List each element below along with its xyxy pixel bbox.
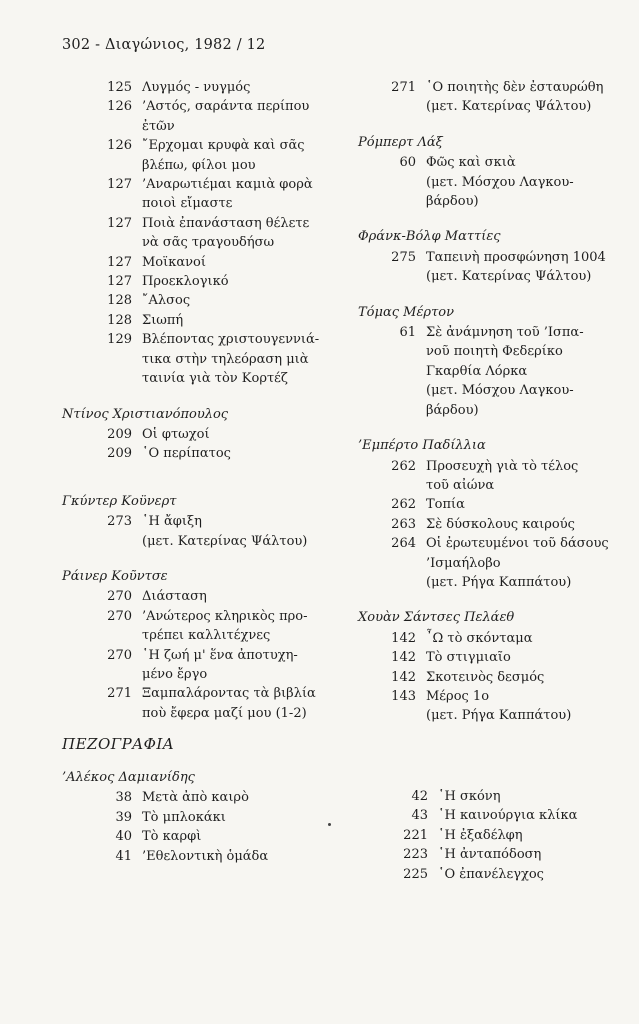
index-entry (358, 648, 628, 667)
page-number: 39 (115, 809, 132, 825)
page-number: 125 (107, 80, 132, 95)
entry-title: Μετὰ ἀπὸ καιρὸ (142, 790, 249, 806)
page-number: 209 (107, 446, 132, 462)
entry-title: ’Ανώτερος κληρικὸς προ- τρέπει καλλιτέχνες (142, 608, 308, 644)
page-number: 129 (107, 332, 132, 348)
index-entry (62, 253, 332, 272)
author-name: Φράνκ-Βόλφ Ματτίες (358, 229, 501, 245)
page-number: 127 (107, 177, 132, 193)
entry-title: ῾Η καινούργια κλίκα (438, 808, 578, 824)
entry-title: Σὲ ἀνάμνηση τοῦ ’Ισπα- νοῦ ποιητὴ Φεδερίκο Γκαρθία Λόρκα (μετ. Μόσχου Λαγκου- βάρδου) (426, 325, 584, 418)
stray-dot (328, 823, 331, 826)
entry-title: Ταπεινὴ προσφώνηση 1004 (μετ. Κατερίνας Ψάλτου) (426, 249, 606, 285)
left-column (62, 78, 332, 723)
entry-title: Τὸ καρφὶ (142, 829, 202, 845)
page-number: 60 (399, 155, 416, 171)
page-number: 128 (107, 312, 132, 328)
page-number: 126 (107, 99, 132, 115)
page-number: 225 (403, 866, 428, 882)
page-number: 41 (115, 848, 132, 864)
author-name: Τόμας Μέρτον (358, 304, 454, 320)
page-number: 127 (107, 274, 132, 290)
page-number: 38 (115, 790, 132, 806)
index-entry (62, 444, 332, 463)
entry-title: Τοπία (426, 497, 465, 513)
page-number: 142 (391, 630, 416, 646)
entry-title: ῏Ω τὸ σκόνταμα (426, 630, 533, 646)
page-number: 223 (403, 847, 428, 863)
entry-title: Οἱ ἐρωτευμένοι τοῦ δάσους ’Ισμαήλοβο (μετ. Ρήγα Καππάτου) (426, 536, 609, 590)
entry-title: Σκοτεινὸς δεσμός (426, 669, 545, 685)
page-number: 128 (107, 293, 132, 309)
right-column (358, 78, 628, 726)
index-entry (62, 97, 332, 136)
page-number: 271 (107, 686, 132, 702)
author-name: Ράινερ Κοῦντσε (62, 568, 168, 584)
index-entry (62, 808, 268, 827)
entry-title: ῾Η ἄφιξη (μετ. Κατερίνας Ψάλτου) (142, 514, 308, 549)
index-entry (358, 78, 628, 117)
entry-title: ’Αστός, σαράντα περίπου ἐτῶν (142, 99, 310, 134)
author-name: ’Εμπέρτο Παδίλλια (358, 438, 486, 454)
index-entry (358, 826, 577, 845)
section-title: ΠΕΖΟΓΡΑΦΙΑ (62, 735, 175, 753)
entry-title: ῎Ερχομαι κρυφὰ καὶ σᾶς βλέπω, φίλοι μου (142, 138, 305, 173)
index-entry (62, 175, 332, 214)
author-name: Γκύντερ Κοϋνερτ (62, 493, 177, 509)
entry-title: Προεκλογικό (142, 274, 229, 290)
index-entry (62, 136, 332, 175)
page-number: 262 (391, 458, 416, 474)
entry-title: Προσευχὴ γιὰ τὸ τέλος τοῦ αἰώνα (426, 458, 579, 493)
page-number: 275 (391, 249, 416, 265)
page-number: 263 (391, 516, 416, 532)
index-entry (62, 847, 268, 866)
page-number: 127 (107, 254, 132, 270)
entry-title: Διάσταση (142, 589, 207, 605)
index-entry (358, 457, 628, 496)
index-entry (62, 827, 268, 846)
page-number: 43 (411, 808, 428, 824)
entry-title: ῾Ο περίπατος (142, 446, 231, 462)
entry-title: Τὸ μπλοκάκι (142, 809, 226, 825)
index-entry (358, 865, 577, 884)
entry-title: Ποιὰ ἐπανάσταση θέλετε νὰ σᾶς τραγουδήσω (142, 215, 310, 251)
author-name: Χουὰν Σάντσες Πελάεθ (358, 610, 515, 626)
page-number: 273 (107, 514, 132, 530)
prose-left-column (62, 766, 268, 866)
index-entry (358, 629, 628, 648)
index-entry (358, 787, 577, 806)
index-entry (62, 788, 268, 807)
index-entry (358, 534, 628, 592)
page-number: 262 (391, 497, 416, 513)
index-entry (62, 311, 332, 330)
entry-title: ῾Η ἀνταπόδοση (438, 847, 542, 863)
entry-title: ῾Ο ἐπανέλεγχος (438, 866, 544, 882)
entry-title: Λυγμός - νυγμός (142, 80, 251, 95)
entry-title: ῾Ο ποιητὴς δὲν ἐσταυρώθη (μετ. Κατερίνας Ψάλτου) (426, 80, 604, 115)
index-entry (62, 607, 332, 646)
page-number: 126 (107, 138, 132, 154)
entry-title: Σιωπή (142, 312, 184, 328)
index-entry (358, 323, 628, 420)
page-number: 270 (107, 647, 132, 663)
index-entry (62, 512, 332, 551)
index-entry (62, 272, 332, 291)
entry-title: Οἱ φτωχοί (142, 426, 210, 442)
page-number: 270 (107, 608, 132, 624)
index-entry (62, 684, 332, 723)
page-number: 221 (403, 827, 428, 843)
index-entry (62, 646, 332, 685)
entry-title: Μέρος 1ο (μετ. Ρήγα Καππάτου) (426, 688, 572, 724)
index-entry (358, 248, 628, 287)
entry-title: ῾Η ἐξαδέλφη (438, 827, 523, 843)
page-number: 270 (107, 589, 132, 605)
page-number: 143 (391, 688, 416, 704)
entry-title: Φῶς καὶ σκιὰ (μετ. Μόσχου Λαγκου- βάρδου) (426, 155, 574, 210)
entry-title: Ξαμπαλάροντας τὰ βιβλία ποὺ ἔφερα μαζί μου (1-2) (142, 686, 316, 721)
page-number: 142 (391, 669, 416, 685)
index-entry (62, 291, 332, 310)
index-entry (358, 687, 628, 726)
page-number: 209 (107, 426, 132, 442)
entry-title: Βλέποντας χριστουγεννιά- τικα στὴν τηλεόραση μιὰ ταινία γιὰ τὸν Κορτέζ (142, 332, 320, 387)
author-name: Ντίνος Χριστιανόπουλος (62, 406, 229, 422)
entry-title: ’Αναρωτιέμαι καμιὰ φορὰ ποιοὶ εἴμαστε (142, 177, 313, 212)
page-number: 142 (391, 650, 416, 666)
entry-title: Μοϊκανοί (142, 254, 206, 270)
index-entry (358, 845, 577, 864)
entry-title: ’Εθελοντικὴ ὁμάδα (142, 848, 269, 864)
index-entry (358, 668, 628, 687)
index-entry (62, 78, 332, 97)
entry-title: Τὸ στιγμιαῖο (426, 650, 511, 666)
entry-title: ῎Αλσος (142, 293, 191, 309)
page-header: 302 - Διαγώνιος, 1982 / 12 (62, 37, 266, 53)
prose-right-column (358, 766, 577, 884)
entry-title: ῾Η σκόνη (438, 789, 501, 804)
page-number: 127 (107, 215, 132, 231)
entry-title: ῾Η ζωή μ' ἕνα ἀποτυχη- μένο ἔργο (142, 647, 298, 682)
page-number: 40 (115, 829, 132, 845)
index-entry (62, 330, 332, 388)
index-entry (358, 153, 628, 211)
page-number: 61 (399, 325, 416, 341)
index-entry (62, 214, 332, 253)
entry-title: Σὲ δύσκολους καιρούς (426, 516, 575, 532)
page-number: 264 (391, 536, 416, 552)
index-entry (358, 806, 577, 825)
page-number: 271 (391, 80, 416, 95)
prose-author: ’Αλέκος Δαμιανίδης (62, 770, 195, 785)
author-name: Ρόμπερτ Λάξ (358, 134, 443, 150)
index-entry (62, 425, 332, 444)
index-entry (62, 587, 332, 606)
page-number: 42 (411, 789, 428, 804)
index-entry (358, 515, 628, 534)
index-entry (358, 495, 628, 514)
